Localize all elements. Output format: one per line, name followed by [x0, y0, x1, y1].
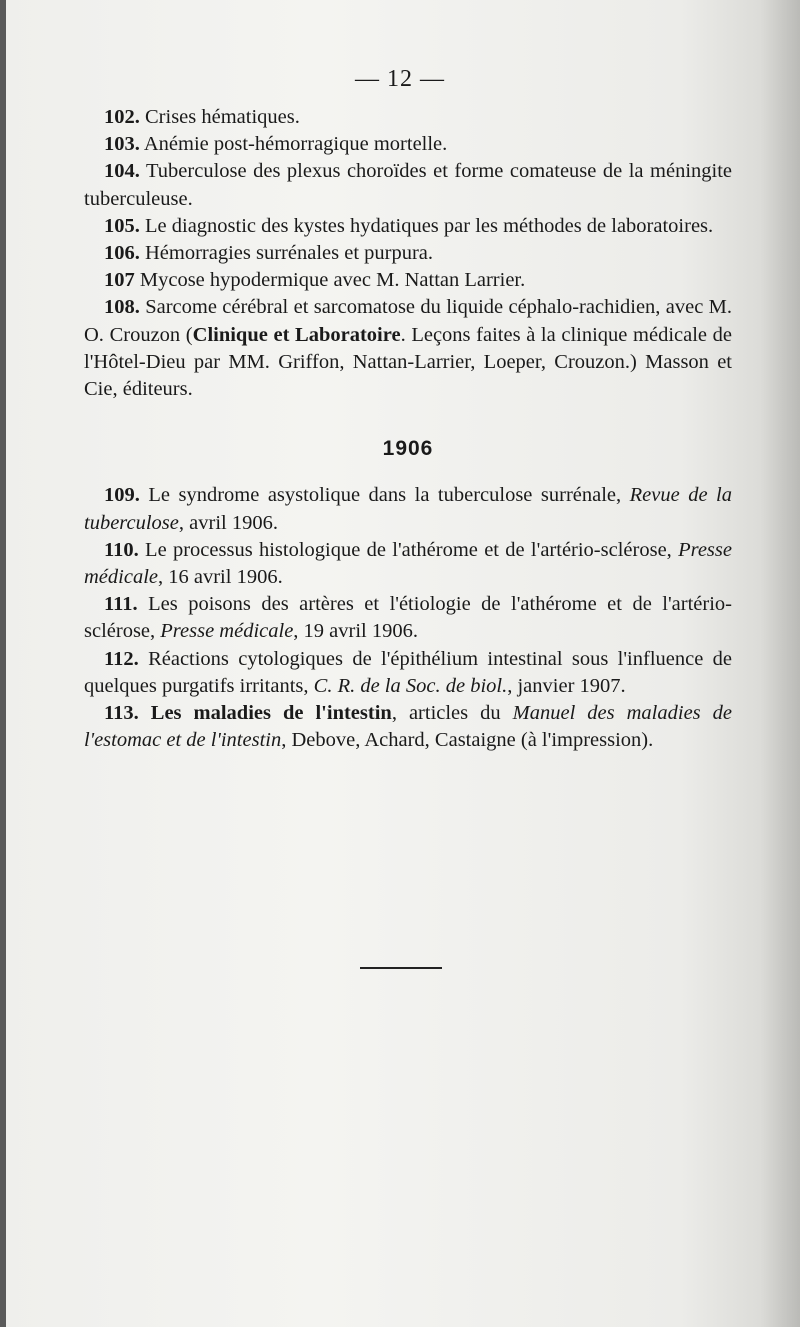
entry-number: 109. — [104, 484, 140, 507]
entry-text: , 19 avril 1906. — [293, 620, 418, 643]
entry-number: 103. — [104, 133, 140, 156]
entries-list-after — [84, 482, 732, 754]
entry-text: Tuberculose des plexus choroïdes et forme comateuse de la méningite tuberculeuse. — [84, 160, 732, 210]
entry-text: , avril 1906. — [178, 511, 278, 534]
entry-number: 110. — [104, 538, 139, 561]
year-heading: 1906 — [382, 437, 434, 461]
bibliography-text — [84, 104, 732, 754]
entry-text: Mycose hypodermique avec M. Nattan Larrier. — [134, 269, 526, 292]
entry-number: 104. — [104, 160, 140, 183]
bibliography-entry — [84, 158, 732, 212]
bibliography-entry — [84, 131, 732, 158]
page-shadow — [760, 0, 800, 1327]
entry-number: 111. — [104, 593, 138, 616]
entry-text: Le diagnostic des kystes hydatiques par les méthodes de laboratoires. — [139, 214, 714, 237]
bibliography-entry — [84, 213, 732, 240]
entry-text: . Leçons faites à la clinique médicale de l'Hôtel-Dieu par MM. Griffon, Nattan-Larrier, Loeper, Crouzon.) Masson et Cie, éditeurs. — [84, 323, 732, 401]
entry-text: Le syndrome asystolique dans la tuberculose surrénale, — [139, 484, 630, 507]
entry-number: 108. — [104, 296, 140, 319]
entries-list-before — [84, 104, 732, 403]
closing-rule — [360, 967, 442, 969]
bibliography-entry — [84, 537, 732, 591]
page-number: — 12 — — [355, 66, 445, 92]
bibliography-entry — [84, 591, 732, 645]
entry-citation: Presse médicale — [160, 620, 294, 643]
bibliography-entry — [84, 700, 732, 754]
entry-number: 105. — [104, 214, 140, 237]
entry-citation: Presse médicale — [84, 538, 732, 589]
bibliography-entry — [84, 240, 732, 267]
bibliography-entry — [84, 267, 732, 294]
entry-number: 113. — [104, 702, 139, 725]
entry-text: Sarcome cérébral et sarcomatose du liquide céphalo-rachidien, avec M. O. Crouzon ( — [84, 296, 732, 346]
entry-citation: C. R. de la Soc. de biol. — [313, 674, 508, 697]
entry-text: , 16 avril 1906. — [158, 566, 283, 589]
bibliography-entry — [84, 104, 732, 131]
entry-text: Hémorragies surrénales et purpura. — [139, 242, 434, 265]
scan-edge — [0, 0, 6, 1327]
entry-title-bold: Les maladies de l'intestin — [150, 702, 392, 725]
entry-text — [139, 702, 151, 724]
bibliography-entry — [84, 482, 732, 536]
entry-text: Le processus histologique de l'athérome et de l'artério-sclérose, — [138, 538, 679, 561]
bibliography-entry — [84, 294, 732, 403]
entry-text: , janvier 1907. — [507, 674, 626, 697]
entry-text: Crises hématiques. — [139, 106, 300, 128]
entry-text: Anémie post-hémorragique mortelle. — [139, 133, 448, 156]
entry-number: 112. — [104, 647, 139, 670]
entry-number: 106. — [104, 242, 140, 265]
entry-number: 102. — [104, 106, 140, 128]
entry-number: 107 — [104, 269, 135, 292]
entry-text: Réactions cytologiques de l'épithélium intestinal sous l'influence de quelques purgatifs irritants, — [84, 647, 732, 697]
entry-text: Les poisons des artères et l'étiologie de l'athérome et de l'artério-sclérose, — [84, 593, 732, 643]
entry-text: , articles du — [391, 702, 513, 725]
entry-citation: Revue de la tuberculose — [84, 484, 732, 534]
entry-title-bold: Clinique et Laboratoire — [192, 323, 401, 346]
entry-citation: Manuel des maladies de l'estomac et de l'intestin — [84, 702, 732, 752]
entry-text: , Debove, Achard, Castaigne (à l'impression). — [281, 729, 654, 752]
bibliography-entry — [84, 646, 732, 700]
